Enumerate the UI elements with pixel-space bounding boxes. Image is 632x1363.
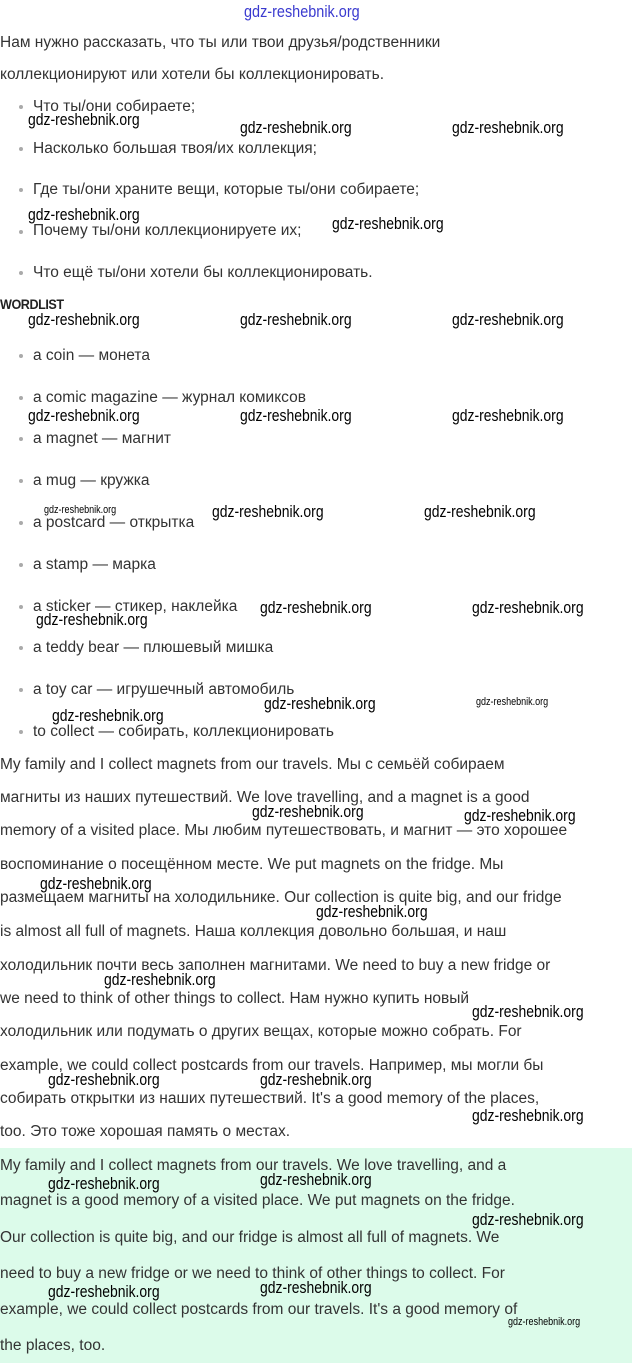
watermark: gdz-reshebnik.org (452, 118, 564, 137)
watermark: gdz-reshebnik.org (28, 110, 140, 129)
bullet-icon (19, 271, 23, 275)
watermark: gdz-reshebnik.org (316, 902, 428, 921)
answer-line: need to buy a new fridge or we need to think of other things to collect. For (0, 1265, 505, 1282)
watermark: gdz-reshebnik.org (28, 406, 140, 425)
word-item: a toy car — игрушечный автомобиль (33, 681, 295, 698)
text-line: размещаем магниты на холодильнике. Our collection is quite big, and our fridge (0, 889, 562, 906)
text-line: My family and I collect magnets from our travels. Мы с семьёй собираем (0, 756, 505, 773)
watermark: gdz-reshebnik.org (212, 502, 324, 521)
watermark: gdz-reshebnik.org (48, 1174, 160, 1193)
task-item: Где ты/они храните вещи, которые ты/они собираете; (33, 181, 420, 198)
text-line: example, we could collect postcards from our travels. Например, мы могли бы (0, 1057, 544, 1074)
bullet-icon (19, 437, 23, 441)
watermark: gdz-reshebnik.org (36, 610, 148, 629)
watermark: gdz-reshebnik.org (472, 1106, 584, 1125)
watermark: gdz-reshebnik.org (472, 598, 584, 617)
word-item: a coin — монета (33, 347, 150, 364)
word-item: a sticker — стикер, наклейка (33, 598, 238, 615)
watermark: gdz-reshebnik.org (476, 696, 549, 708)
watermark: gdz-reshebnik.org (472, 1002, 584, 1021)
word-item: to collect — собирать, коллекционировать (33, 723, 334, 740)
intro-line: коллекционируют или хотели бы коллекционировать. (0, 66, 385, 83)
watermark: gdz-reshebnik.org (260, 1278, 372, 1297)
watermark: gdz-reshebnik.org (464, 806, 576, 825)
bullet-icon (19, 230, 23, 234)
bullet-icon (19, 730, 23, 734)
intro-line: Нам нужно рассказать, что ты или твои друзья/родственники (0, 34, 441, 51)
watermark: gdz-reshebnik.org (44, 504, 117, 516)
answer-line: magnet is a good memory of a visited place. We put magnets on the fridge. (0, 1192, 515, 1209)
task-item: Что ты/они собираете; (33, 98, 196, 115)
word-item: a magnet — магнит (33, 430, 171, 447)
watermark: gdz-reshebnik.org (332, 214, 444, 233)
watermark: gdz-reshebnik.org (452, 406, 564, 425)
watermark: gdz-reshebnik.org (264, 694, 376, 713)
answer-line: the places, too. (0, 1337, 106, 1354)
bullet-icon (19, 688, 23, 692)
watermark: gdz-reshebnik.org (260, 1070, 372, 1089)
answer-line: example, we could collect postcards from our travels. It's a good memory of (0, 1301, 518, 1318)
text-line: холодильник почти весь заполнен магнитами. We need to buy a new fridge or (0, 957, 551, 974)
wordlist-heading: WORDLIST (0, 296, 64, 312)
watermark: gdz-reshebnik.org (260, 598, 372, 617)
bullet-icon (19, 605, 23, 609)
bullet-icon (19, 147, 23, 151)
watermark: gdz-reshebnik.org (252, 802, 364, 821)
word-item: a stamp — марка (33, 556, 156, 573)
bullet-icon (19, 479, 23, 483)
watermark: gdz-reshebnik.org (48, 1070, 160, 1089)
text-line: собирать открытки из наших путешествий. It's a good memory of the places, (0, 1090, 540, 1107)
bullet-icon (19, 105, 23, 109)
watermark: gdz-reshebnik.org (472, 1210, 584, 1229)
task-item: Почему ты/они коллекционируете их; (33, 222, 302, 239)
watermark: gdz-reshebnik.org (28, 205, 140, 224)
bullet-icon (19, 563, 23, 567)
watermark: gdz-reshebnik.org (240, 406, 352, 425)
answer-line: Our collection is quite big, and our fridge is almost all full of magnets. We (0, 1229, 500, 1246)
watermark: gdz-reshebnik.org (52, 706, 164, 725)
word-item: a mug — кружка (33, 472, 150, 489)
watermark: gdz-reshebnik.org (48, 1282, 160, 1301)
watermark: gdz-reshebnik.org (104, 970, 216, 989)
text-line: is almost all full of magnets. Наша коллекция довольно большая, и наш (0, 923, 507, 940)
bullet-icon (19, 646, 23, 650)
watermark: gdz-reshebnik.org (240, 310, 352, 329)
text-line: we need to think of other things to collect. Нам нужно купить новый (0, 990, 470, 1007)
bullet-icon (19, 521, 23, 525)
watermark: gdz-reshebnik.org (424, 502, 536, 521)
watermark: gdz-reshebnik.org (452, 310, 564, 329)
text-line: холодильник или подумать о других вещах, которые можно собрать. For (0, 1023, 522, 1040)
answer-line: My family and I collect magnets from our travels. We love travelling, and a (0, 1157, 507, 1174)
bullet-icon (19, 354, 23, 358)
bullet-icon (19, 396, 23, 400)
word-item: a postcard — открытка (33, 514, 195, 531)
watermark: gdz-reshebnik.org (240, 118, 352, 137)
watermark: gdz-reshebnik.org (260, 1170, 372, 1189)
word-item: a comic magazine — журнал комиксов (33, 389, 306, 406)
bullet-icon (19, 188, 23, 192)
task-item: Насколько большая твоя/их коллекция; (33, 140, 317, 157)
text-line: воспоминание о посещённом месте. We put magnets on the fridge. Мы (0, 856, 504, 873)
site-watermark-header[interactable]: gdz-reshebnik.org (244, 2, 360, 21)
watermark: gdz-reshebnik.org (508, 1316, 581, 1328)
text-line: магниты из наших путешествий. We love travelling, and a magnet is a good (0, 789, 530, 806)
watermark: gdz-reshebnik.org (40, 874, 152, 893)
watermark: gdz-reshebnik.org (28, 310, 140, 329)
word-item: a teddy bear — плюшевый мишка (33, 639, 274, 656)
task-item: Что ещё ты/они хотели бы коллекционировать. (33, 264, 373, 281)
text-line: memory of a visited place. Мы любим путешествовать, и магнит — это хорошее (0, 822, 568, 839)
text-line: too. Это тоже хорошая память о местах. (0, 1123, 291, 1140)
